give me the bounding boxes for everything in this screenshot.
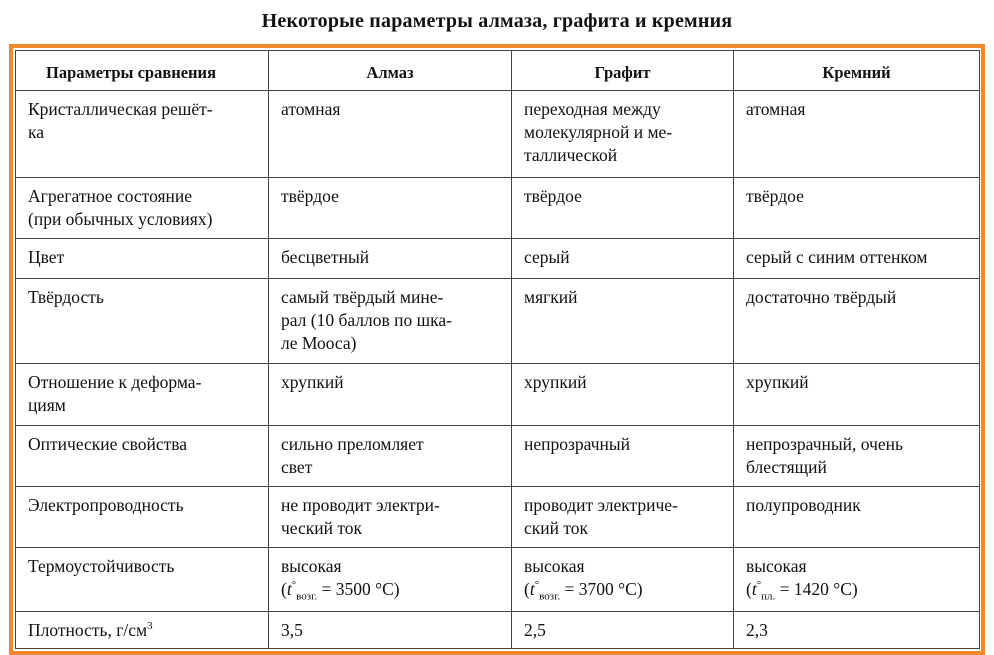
- param-cell: [16, 612, 269, 649]
- density-exponent: 3: [147, 620, 153, 633]
- temp-value: 1420 °C: [793, 579, 852, 599]
- table-row: [16, 364, 980, 426]
- table-row: [16, 178, 980, 239]
- header-silicon: Кремний: [734, 51, 980, 91]
- table-frame: [9, 44, 985, 655]
- graphite-cell: [512, 548, 734, 612]
- param-cell: Цвет: [16, 239, 269, 279]
- silicon-cell: непрозрачный, очень блестящий: [734, 426, 980, 487]
- temp-subscript: возг.: [296, 590, 318, 603]
- thermal-formula: ($t^\circ_{возг.} = 3700$ °C): [524, 579, 643, 603]
- graphite-cell: хрупкий: [512, 364, 734, 426]
- comparison-table: [15, 50, 980, 649]
- param-cell: Электропроводность: [16, 487, 269, 548]
- diamond-cell: твёрдое: [269, 178, 512, 239]
- param-cell: Оптические свойства: [16, 426, 269, 487]
- thermal-formula: ($t^\circ_{возг.} = 3500$ °C): [281, 579, 400, 603]
- table-row-density: [16, 612, 980, 649]
- temp-value: 3500 °C: [335, 579, 394, 599]
- diamond-cell: 3,5: [269, 612, 512, 649]
- header-graphite: Графит: [512, 51, 734, 91]
- param-cell: Твёрдость: [16, 279, 269, 364]
- density-label: Плотность, г/см: [28, 620, 148, 640]
- page-title: Некоторые параметры алмаза, графита и кремния: [261, 10, 733, 32]
- header-row: [16, 51, 980, 91]
- diamond-cell: атомная: [269, 91, 512, 178]
- table-row-thermal: [16, 548, 980, 612]
- thermal-word: высокая: [281, 556, 342, 576]
- silicon-cell: полупроводник: [734, 487, 980, 548]
- graphite-cell: мягкий: [512, 279, 734, 364]
- thermal-word: высокая: [524, 556, 585, 576]
- table-row: [16, 239, 980, 279]
- param-cell: Агрегатное состояние (при обычных условиях): [16, 178, 269, 239]
- temp-subscript: возг.: [539, 590, 561, 603]
- diamond-cell: сильно преломляет свет: [269, 426, 512, 487]
- table-row: [16, 426, 980, 487]
- table-row: [16, 91, 980, 178]
- silicon-cell: [734, 548, 980, 612]
- temp-value: 3700 °C: [578, 579, 637, 599]
- silicon-cell: атомная: [734, 91, 980, 178]
- diamond-cell: хрупкий: [269, 364, 512, 426]
- silicon-cell: твёрдое: [734, 178, 980, 239]
- thermal-formula: ($t^\circ_{пл.} = 1420$ °C): [746, 579, 858, 603]
- diamond-cell: бесцветный: [269, 239, 512, 279]
- param-cell: Термоустойчивость: [16, 548, 269, 612]
- diamond-cell: самый твёрдый мине- рал (10 баллов по шка- ле Мооса): [269, 279, 512, 364]
- diamond-cell: не проводит электри- ческий ток: [269, 487, 512, 548]
- silicon-cell: 2,3: [734, 612, 980, 649]
- silicon-cell: серый с синим оттенком: [734, 239, 980, 279]
- temp-subscript: пл.: [761, 590, 776, 603]
- param-cell: Отношение к деформа- циям: [16, 364, 269, 426]
- table-row: [16, 279, 980, 364]
- silicon-cell: хрупкий: [734, 364, 980, 426]
- thermal-word: высокая: [746, 556, 807, 576]
- silicon-cell: достаточно твёрдый: [734, 279, 980, 364]
- table-row: [16, 487, 980, 548]
- graphite-cell: проводит электриче- ский ток: [512, 487, 734, 548]
- header-parameters: Параметры сравнения: [16, 51, 269, 91]
- graphite-cell: 2,5: [512, 612, 734, 649]
- header-diamond: Алмаз: [269, 51, 512, 91]
- graphite-cell: непрозрачный: [512, 426, 734, 487]
- diamond-cell: [269, 548, 512, 612]
- graphite-cell: серый: [512, 239, 734, 279]
- graphite-cell: переходная между молекулярной и ме- таллической: [512, 91, 734, 178]
- graphite-cell: твёрдое: [512, 178, 734, 239]
- param-cell: Кристаллическая решёт- ка: [16, 91, 269, 178]
